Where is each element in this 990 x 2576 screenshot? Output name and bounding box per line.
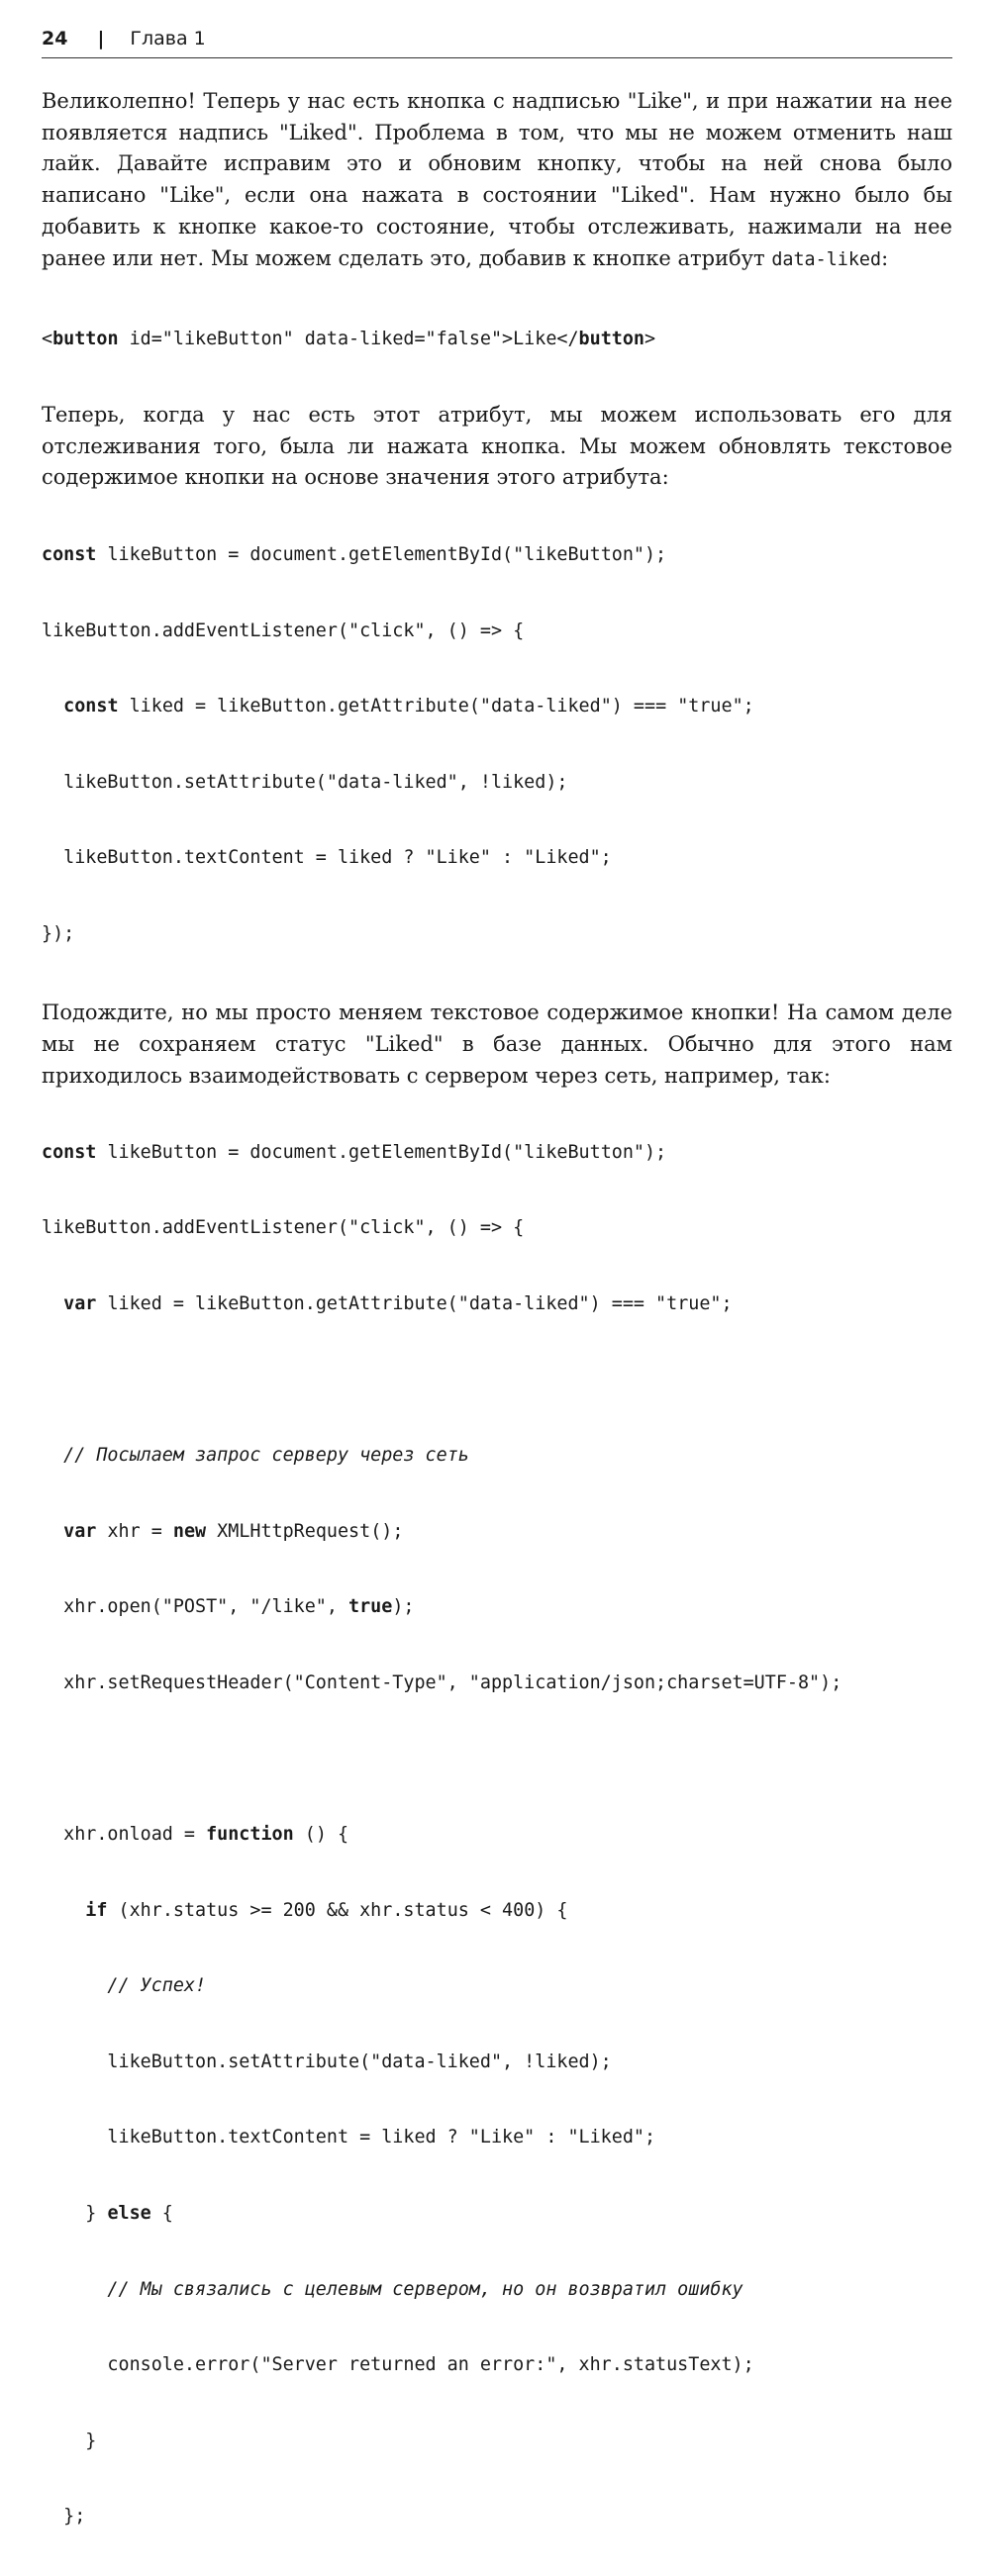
page-number: 24 xyxy=(42,28,68,49)
code-line xyxy=(42,1590,952,1625)
code-token: > xyxy=(644,329,656,350)
code-line: }; xyxy=(42,2506,86,2528)
code-line: xhr.setRequestHeader("Content-Type", "application/json;charset=UTF-8"); xyxy=(42,1671,842,1693)
code-line: likeButton.textContent = liked ? "Like" : "Liked"; xyxy=(42,2127,656,2148)
code-token: XMLHttpRequest(); xyxy=(206,1520,404,1542)
code-token: () { xyxy=(293,1823,349,1845)
code-line: likeButton.addEventListener("click", () => { xyxy=(42,620,525,641)
code-token: xhr = xyxy=(96,1520,173,1542)
code-line xyxy=(42,1818,952,1853)
code-indent xyxy=(42,1900,85,1921)
code-line xyxy=(42,2197,952,2232)
paragraph-1-text: Великолепно! Теперь у нас есть кнопка с надписью "Like", и при нажатии на нее появляется надпись "Liked". Проблема в том, что мы не можем отменить наш лайк. Давайте исправим это и обновим кнопку, чтобы на ней снова было написано "Like", если она нажата в состоянии "Liked". Нам нужно было бы добавить к кнопке какое-то состояние, чтобы отслеживать, нажимали на нее ранее или нет. Мы можем сделать это, добавив к кнопке атрибут xyxy=(42,89,952,270)
code-comment: // Мы связались с целевым сервером, но он возвратил ошибку xyxy=(42,2278,743,2300)
code-token: liked = likeButton.getAttribute("data-liked") === "true"; xyxy=(118,696,754,717)
code-line: likeButton.textContent = liked ? "Like" : "Liked"; xyxy=(42,847,612,869)
code-keyword: new xyxy=(172,1520,207,1542)
code-indent xyxy=(42,1521,63,1542)
code-token: likeButton = document.getElementById("likeButton"); xyxy=(96,543,667,565)
paragraph-1-tail: : xyxy=(881,245,889,270)
code-keyword: true xyxy=(348,1596,393,1618)
code-line xyxy=(42,1515,952,1550)
code-keyword: if xyxy=(85,1899,108,1921)
code-line-blank xyxy=(42,1742,952,1776)
paragraph-1 xyxy=(42,86,952,275)
code-keyword: const xyxy=(42,543,97,565)
paragraph-2: Теперь, когда у нас есть этот атрибут, мы можем использовать его для отслеживания того, была ли нажата кнопка. Мы можем обновлять текстовое содержимое кнопки на основе значения этого атрибута: xyxy=(42,402,952,490)
chapter-title: Глава 1 xyxy=(130,28,206,49)
book-page xyxy=(42,28,952,2576)
code-block-toggle xyxy=(42,497,952,994)
code-token: liked = likeButton.getAttribute("data-liked") === "true"; xyxy=(96,1292,733,1314)
code-line: likeButton.setAttribute("data-liked", !liked); xyxy=(42,771,568,793)
code-line xyxy=(42,1136,952,1171)
code-token: } xyxy=(42,2202,108,2224)
code-line: } xyxy=(42,2430,97,2451)
code-token: likeButton = document.getElementById("likeButton"); xyxy=(96,1141,667,1163)
code-keyword: var xyxy=(63,1520,97,1542)
code-keyword: var xyxy=(63,1292,97,1314)
code-keyword: button xyxy=(578,329,644,350)
code-line-blank xyxy=(42,1363,952,1397)
code-line: console.error("Server returned an error:", xhr.statusText); xyxy=(42,2354,754,2376)
code-token: < xyxy=(42,329,53,350)
code-keyword: const xyxy=(63,696,119,717)
code-line xyxy=(42,1894,952,1929)
code-line: }); xyxy=(42,922,75,944)
code-token: xhr.open("POST", "/like", xyxy=(42,1596,349,1618)
code-line: likeButton.addEventListener("click", () => { xyxy=(42,1217,525,1239)
code-token: xhr.onload = xyxy=(42,1823,207,1845)
code-comment: // Посылаем запрос серверу через сеть xyxy=(42,1444,469,1466)
code-token: { xyxy=(150,2202,173,2224)
code-indent xyxy=(42,696,63,716)
page-header xyxy=(42,28,952,58)
paragraph-3: Подождите, но мы просто меняем текстовое содержимое кнопки! На самом деле мы не сохраняем статус "Liked" в базе данных. Обычно для этого нам приходилось взаимодействовать с сервером через сеть, например, так: xyxy=(42,1001,952,1088)
code-token: (xhr.status >= 200 && xhr.status < 400) { xyxy=(107,1899,568,1921)
header-separator: | xyxy=(97,28,105,49)
code-token: ); xyxy=(392,1596,415,1618)
code-block-button-html xyxy=(42,281,952,399)
code-indent xyxy=(42,1293,63,1314)
code-line xyxy=(42,1288,952,1322)
code-keyword: const xyxy=(42,1141,97,1163)
inline-code-data-liked: data-liked xyxy=(771,248,882,270)
code-line: likeButton.setAttribute("data-liked", !liked); xyxy=(42,2051,612,2072)
code-line xyxy=(42,323,952,357)
code-keyword: function xyxy=(206,1823,294,1845)
code-block-xhr xyxy=(42,1095,952,2576)
code-comment: // Успех! xyxy=(42,1975,207,1997)
code-token: id="likeButton" data-liked="false">Like</ xyxy=(118,329,579,350)
code-keyword: button xyxy=(52,329,119,350)
code-line xyxy=(42,538,952,573)
code-keyword: else xyxy=(107,2202,151,2224)
code-line xyxy=(42,690,952,724)
